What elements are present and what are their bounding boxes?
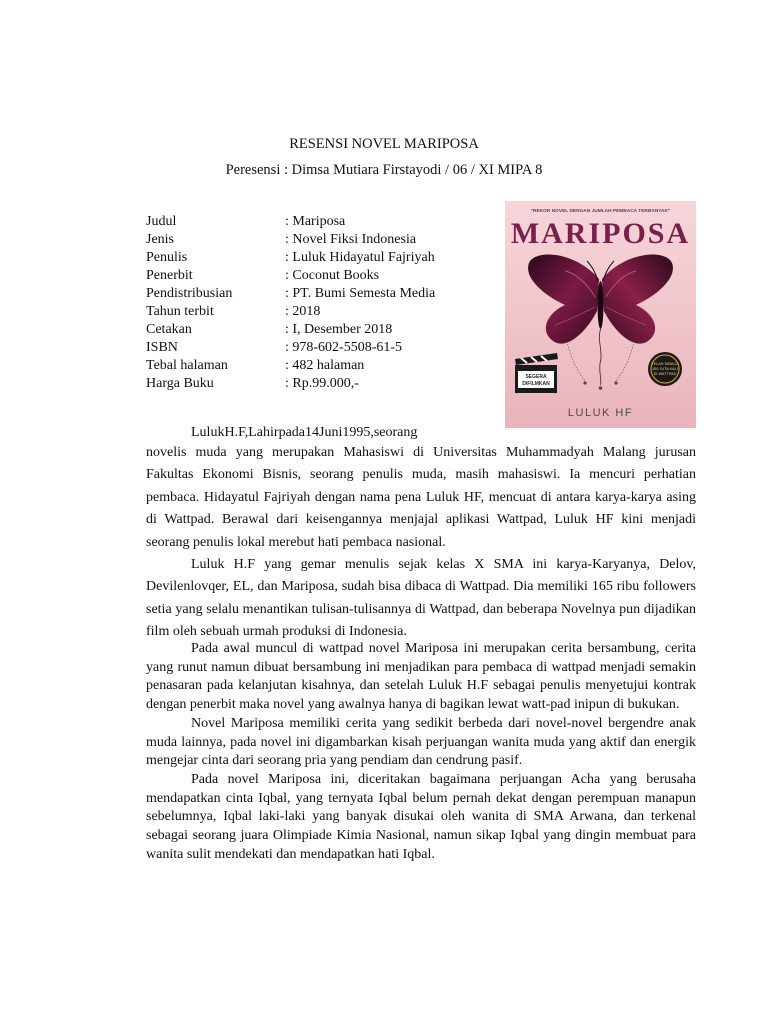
- clapperboard-icon: [515, 353, 558, 393]
- word: Juni: [319, 425, 343, 440]
- info-row-jenis: [146, 231, 435, 249]
- info-row-cetakan: [146, 321, 435, 339]
- info-label: Tebal halaman: [146, 358, 228, 373]
- info-row-harga-buku: [146, 375, 435, 393]
- info-value: : 482 halaman: [285, 358, 365, 373]
- book-cover-image: [505, 201, 696, 428]
- paragraph-2: Luluk H.F yang gemar menulis sejak kelas X SMA ini karya-Karyanya, Delov, Devilenlovqer, EL, dan Mariposa, sudah bisa dibaca di Wattpad. Dia memiliki 165 ribu followers setia yang selalu menantikan tulisan-tulisannya di Wattpad, dan beberapa Novelnya pun dijadikan film oleh sebuah urmah produksi di Indonesia.: [146, 557, 696, 640]
- info-value: : I, Desember 2018: [285, 322, 393, 337]
- review-body-top: [146, 442, 696, 644]
- info-value: : Mariposa: [285, 214, 346, 229]
- info-value: : 978-602-5508-61-5: [285, 340, 403, 355]
- info-label: Penulis: [146, 250, 188, 265]
- paragraph-5: Pada novel Mariposa ini, diceritakan bagaimana perjuangan Acha yang berusaha mendapatkan cinta Iqbal, yang ternyata Iqbal belum pernah dekat dengan perempuan manapun sebelumnya, Iqbal laki-laki yang banyak disukai oleh wanita di SMA Arwana, dan terkenal sebagai seorang juara Olimpiade Kimia Nasional, namun sikap Iqbal yang dingin membuat para wanita sulit mendekati dan mendapatkan hati Iqbal.: [146, 771, 696, 862]
- paragraph-1: novelis muda yang merupakan Mahasiswi di Universitas Muhammadyah Malang jurusan Fakultas Ekonomi Bisnis, seorang penulis muda, masih mahasiswi. Ia mencuri perhatian pembaca. Hidayatul Fajriyah dengan nama pena Luluk HF, mencuat di antara karya-karya asing di Wattpad. Berawal dari keisengannya menjajal aplikasi Wattpad, Luluk HF kini menjadi seorang penulis lokal merebut hati pembaca nasional.: [146, 445, 696, 550]
- paragraph-3: Pada awal muncul di wattpad novel Mariposa ini merupakan cerita bersambung, cerita yang runut namun dibuat bersambung ini menjadikan para pembaca di wattpad menjadi semakin penasaran pada kelanjutan kisahnya, dan setelah Luluk H.F sebagai penulis menyetujui kontrak dengan penerbit maka novel yang awalnya hanya di bagikan lewat watt-pad inipun di bukukan.: [146, 641, 696, 713]
- info-row-pendistribusian: [146, 285, 435, 303]
- info-row-tahun-terbit: [146, 303, 435, 321]
- badge-text-3: DI WATTPAD: [653, 372, 677, 376]
- word: seorang: [373, 425, 418, 440]
- info-label: ISBN: [146, 340, 178, 355]
- info-label: Tahun terbit: [146, 304, 214, 319]
- info-label: Harga Buku: [146, 376, 214, 391]
- info-label: Judul: [146, 214, 177, 229]
- info-label: Jenis: [146, 232, 174, 247]
- info-row-penerbit: [146, 267, 435, 285]
- info-label: Cetakan: [146, 322, 192, 337]
- badge-text-1: TELAH DIBACA: [651, 362, 679, 366]
- paragraph-1-first-line: [191, 424, 418, 442]
- paragraph-4: Novel Mariposa memiliki cerita yang sedikit berbeda dari novel-novel bergendre anak muda lainnya, pada novel ini digambarkan kisah perjuangan wanita muda yang aktif dan energik mengejar cinta dari seorang pria yang pendiam dan cendrung pasif.: [146, 715, 696, 769]
- info-value: : Luluk Hidayatul Fajriyah: [285, 250, 435, 265]
- clapper-text-1: SEGERA: [525, 374, 547, 380]
- book-info-list: [146, 213, 435, 393]
- cover-tagline: "REKOR NOVEL DENGAN JUMLAH PEMBACA TERBANYAK": [530, 209, 671, 214]
- cover-author: LULUK HF: [567, 407, 634, 419]
- word: H.F,: [224, 425, 249, 440]
- document-title: RESENSI NOVEL MARIPOSA: [289, 136, 479, 152]
- badge-text-2: 150 JUTA KALI: [652, 367, 678, 371]
- word: Lahir: [248, 425, 279, 440]
- info-value: : Rp.99.000,-: [285, 376, 359, 391]
- clapper-text-2: DIFILMKAN: [522, 381, 550, 387]
- reviewer-line: Peresensi : Dimsa Mutiara Firstayodi / 06 / XI MIPA 8: [225, 162, 543, 178]
- info-value: : Novel Fiksi Indonesia: [285, 232, 417, 247]
- cover-title: MARIPOSA: [510, 217, 691, 250]
- info-row-penulis: [146, 249, 435, 267]
- info-label: Penerbit: [146, 268, 193, 283]
- word: pada: [278, 425, 305, 440]
- review-body-bottom: [146, 640, 696, 864]
- reads-badge: [648, 352, 682, 386]
- info-value: : Coconut Books: [285, 268, 380, 283]
- info-value: : 2018: [285, 304, 321, 319]
- info-value: : PT. Bumi Semesta Media: [285, 286, 436, 301]
- info-row-tebal-halaman: [146, 357, 435, 375]
- info-label: Pendistribusian: [146, 286, 233, 301]
- word: 14: [305, 425, 319, 440]
- word: Luluk: [191, 425, 225, 440]
- word: 1995,: [342, 425, 374, 440]
- info-row-judul: [146, 213, 435, 231]
- info-row-isbn: [146, 339, 435, 357]
